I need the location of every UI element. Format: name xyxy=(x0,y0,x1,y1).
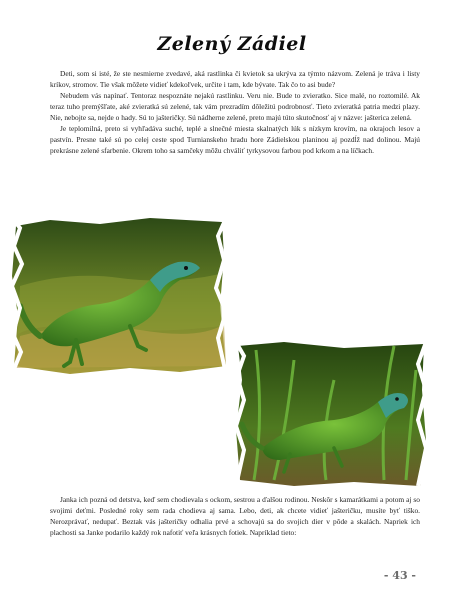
paragraph: Janka ich pozná od detstva, keď sem chodievala s ockom, sestrou a ďalšou rodinou. Neskôr s kamarátkami a potom aj so svojimi deťmi. Posledné roky sem rada chodieva aj sama. Lebo, deti, ak chcete vidieť jašteričku, musíte byť tiško. Nerozprávať, nedupať. Beztak vás jašteričky odhalia prvé a schovajú sa do svojich dier v pôde a skalách. Napriek ich plachosti sa Janke podarilo každý rok nafotiť veľa krásnych fotiek. Napríklad tieto: xyxy=(50,495,420,537)
paragraph: Deti, som si isté, že ste nesmierne zvedavé, aká rastlinka či kvietok sa ukrýva za týmto názvom. Zelená je tráva i listy kríkov, stromov. Tie však môžete vidieť kdekoľvek, určite i tam, kde bývate. Tak čo to asi bude? xyxy=(50,69,420,89)
intro-text xyxy=(50,68,420,156)
lizard-photo-2 xyxy=(234,340,428,488)
paragraph: Je teplomilná, preto si vyhľadáva suché, teplé a slnečné miesta skalnatých lúk s nízkym krovím, na okrajoch lesov a pastvín. Presne také sú po celej ceste spod Turnianskeho hradu hore Zádielskou planinou aj pozdĺž nad dolinou. Majú prekrásne zelené sfarbenie. Okrem toho sa samčeky môžu chváliť tyrkysovou farbou pod krkom a na líčkach. xyxy=(50,124,420,155)
page-number: - 43 - xyxy=(383,569,416,582)
closing-text xyxy=(50,494,420,538)
paragraph: Nebudem vás napínať. Tentoraz nespoznáte nejakú rastlinku. Veru nie. Bude to zvieratko. Sice malé, no roztomilé. Ak teraz tuho premýšľate, aké zvieratká sú zelené, tak vám prezradím dôležitú podrobnosť. Tieto zvieratká patria medzi plazy. Nie, nebojte sa, nejde o hady. Sú to jašteričky. Sú nádherne zelené, preto majú túto skutočnosť aj v názve: jašterica zelená. xyxy=(50,91,420,122)
page-title: Zelený Zádiel xyxy=(157,33,307,55)
lizard-photo-1 xyxy=(10,216,228,376)
